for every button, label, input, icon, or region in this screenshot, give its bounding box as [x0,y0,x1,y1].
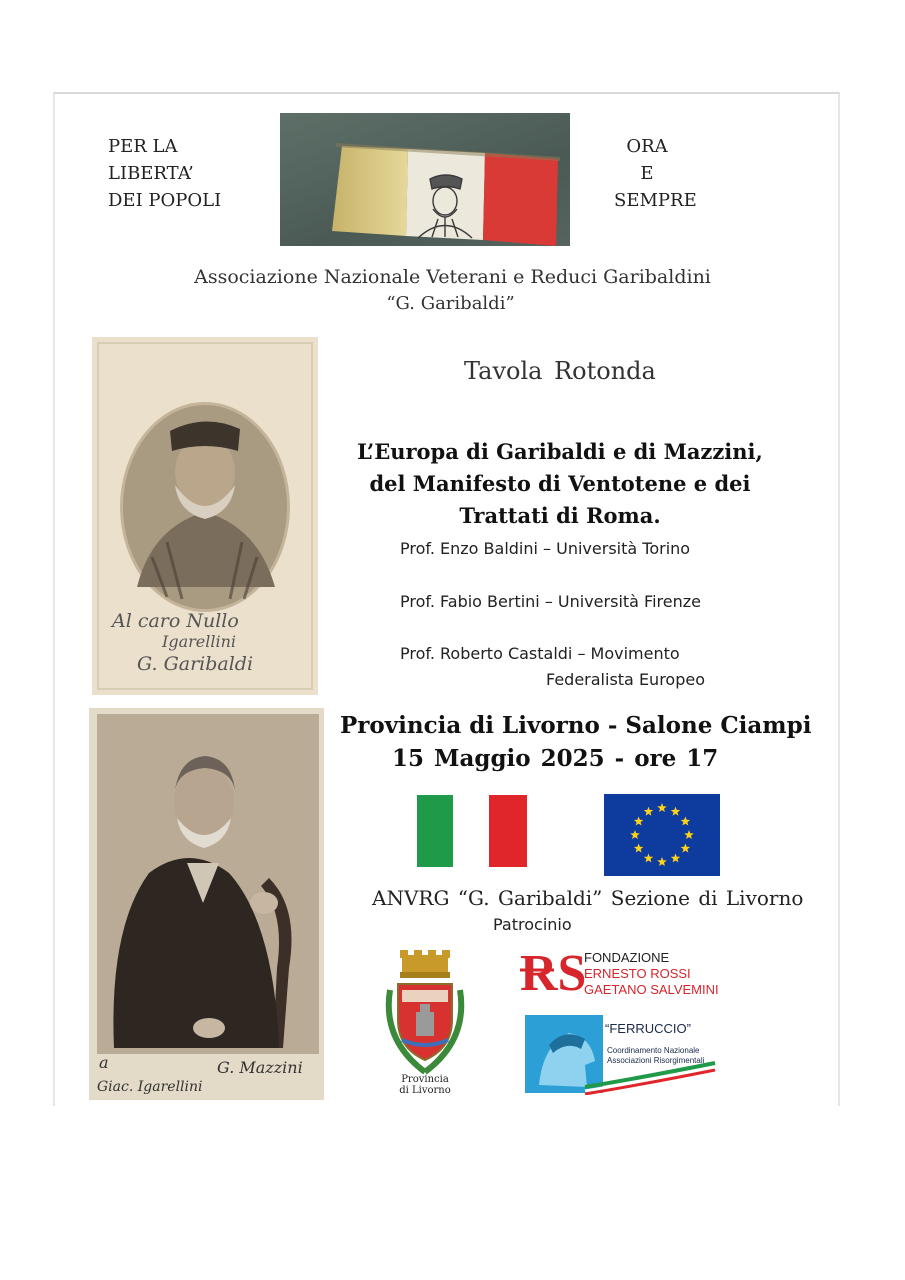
event-venue: Provincia di Livorno - Salone Ciampi [340,712,812,739]
motto-left-line-3: DEI POPOLI [108,190,222,211]
provincia-logo-line-1: Provincia [401,1074,449,1085]
mazzini-inscription-name: Giac. Igarellini [97,1079,203,1095]
motto-left-line-2: LIBERTA’ [108,163,194,184]
tricolour-ribbon-image [280,113,570,246]
topic-line-3: Trattati di Roma. [459,503,661,528]
association-subtitle: “G. Garibaldi” [386,293,515,314]
ferruccio-logo-line-1: Coordinamento Nazionale [607,1046,700,1055]
provincia-livorno-logo [380,950,470,1102]
speaker-1: Prof. Enzo Baldini – Università Torino [400,539,691,558]
event-type: Tavola Rotonda [464,357,656,385]
ferruccio-coordinamento-logo [525,1015,720,1099]
mazzini-signature: G. Mazzini [217,1058,303,1077]
fondazione-logo-line-3: GAETANO SALVEMINI [584,982,719,997]
motto-right-line-2: E [640,163,654,184]
motto-right-line-3: SEMPRE [614,190,697,211]
motto-left-line-1: PER LA [108,136,178,157]
fondazione-logo-line-2: ERNESTO ROSSI [584,966,691,981]
provincia-logo-line-2: di Livorno [399,1085,451,1096]
motto-right-line-1: ORA [626,136,668,157]
garibaldi-inscription-3: G. Garibaldi [137,653,254,675]
garibaldi-inscription-1: Al caro Nullo [112,610,239,632]
motto-right [614,133,697,214]
organizer: ANVRG “G. Garibaldi” Sezione di Livorno [372,886,804,910]
european-union-flag [604,794,720,880]
motto-left [108,133,221,214]
fondazione-rossi-salvemini-logo [520,940,735,1006]
event-topic [350,436,770,532]
ferruccio-logo-title: “FERRUCCIO” [605,1021,691,1036]
association-name: Associazione Nazionale Veterani e Reduci Garibaldini [194,266,711,288]
event-date: 15 Maggio 2025 - ore 17 [392,745,719,772]
mazzini-inscription-a: a [99,1053,109,1072]
topic-line-1: L’Europa di Garibaldi e di Mazzini, [357,439,763,464]
ferruccio-logo-line-2: Associazioni Risorgimentali [607,1056,705,1065]
garibaldi-portrait-photo [92,337,318,695]
fondazione-logo-mark: RS [520,945,587,1002]
speaker-3-affiliation: Federalista Europeo [546,670,705,689]
patronage-label: Patrocinio [493,915,572,934]
speaker-3: Prof. Roberto Castaldi – Movimento [400,644,680,663]
speaker-2: Prof. Fabio Bertini – Università Firenze [400,592,701,611]
mazzini-portrait-photo [89,708,324,1100]
topic-line-2: del Manifesto di Ventotene e dei [369,471,751,496]
italian-flag [417,795,529,871]
garibaldi-inscription-2: Igarellini [162,632,236,651]
fondazione-logo-line-1: FONDAZIONE [584,950,670,965]
